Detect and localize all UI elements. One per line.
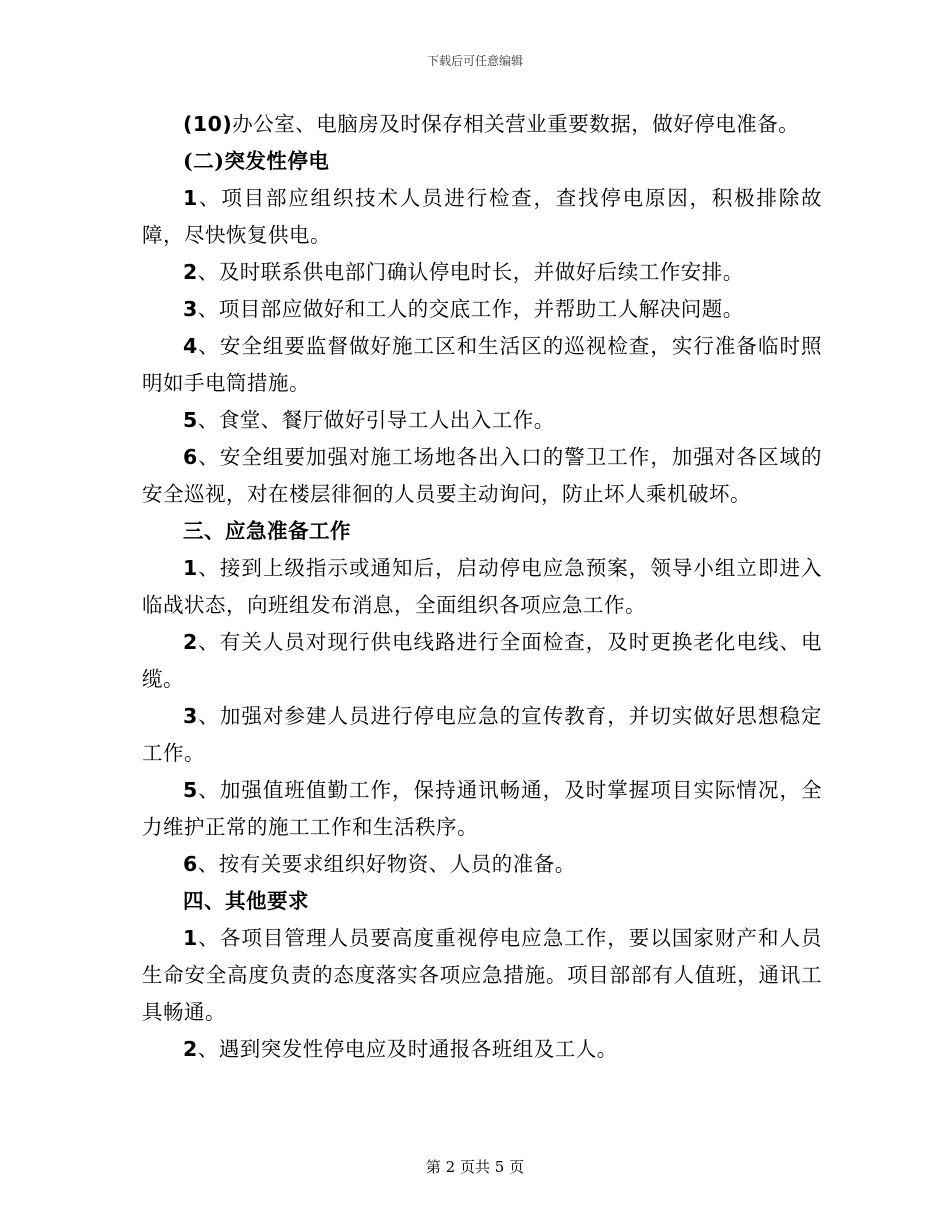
paragraph-text: 、接到上级指示或通知后，启动停电应急预案，领导小组立即进入临战状态，向班组发布消息，全面组织各项应急工作。: [142, 556, 822, 617]
item-number: 5: [183, 778, 198, 802]
section-heading-emergency-prep: 三、应急准备工作: [183, 519, 351, 543]
paragraph-text: 、有关人员对现行供电线路进行全面检查，及时更换老化电线、电缆。: [142, 630, 822, 691]
paragraph-text: 办公室、电脑房及时保存相关营业重要数据，做好停电准备。: [232, 112, 800, 136]
paragraph-sudden-3: [142, 291, 822, 328]
item-number: 2: [183, 260, 198, 284]
paragraph-sudden-6: [142, 439, 822, 513]
item-number: 1: [183, 556, 198, 580]
item-number: 6: [183, 852, 198, 876]
paragraph-text: 、加强值班值勤工作，保持通讯畅通，及时掌握项目实际情况，全力维护正常的施工工作和生活秩序。: [142, 778, 822, 839]
item-number: 1: [183, 926, 198, 950]
paragraph-text: 、加强对参建人员进行停电应急的宣传教育，并切实做好思想稳定工作。: [142, 704, 822, 765]
item-number: 5: [183, 408, 198, 432]
item-number: 6: [183, 445, 198, 469]
section-heading-other-requirements: 四、其他要求: [183, 889, 309, 913]
document-body: [142, 106, 822, 1068]
paragraph-text: 、按有关要求组织好物资、人员的准备。: [197, 852, 576, 876]
paragraph-prep-1: [142, 550, 822, 624]
paragraph-text: 、安全组要加强对施工场地各出入口的警卫工作，加强对各区域的安全巡视，对在楼层徘徊的人员要主动询问，防止坏人乘机破坏。: [142, 445, 822, 506]
paragraph-text: 、各项目管理人员要高度重视停电应急工作，要以国家财产和人员生命安全高度负责的态度落实各项应急措施。项目部部有人值班，通讯工具畅通。: [142, 926, 822, 1024]
section-heading-sudden-outage: (二)突发性停电: [183, 149, 330, 173]
paragraph-10: [142, 106, 822, 143]
paragraph-text: 、及时联系供电部门确认停电时长，并做好后续工作安排。: [197, 260, 744, 284]
item-number: 4: [183, 334, 198, 358]
item-number: 1: [183, 186, 198, 210]
item-number: 2: [183, 1037, 198, 1061]
paragraph-other-2: [142, 1031, 822, 1068]
paragraph-prep-5: [142, 772, 822, 846]
page-number-footer: 第 2 页共 5 页: [425, 1158, 525, 1176]
paragraph-sudden-4: [142, 328, 822, 402]
item-number: 3: [183, 297, 198, 321]
item-number: (10): [183, 112, 233, 136]
paragraph-sudden-5: [142, 402, 822, 439]
item-number: 2: [183, 630, 198, 654]
paragraph-text: 、项目部应组织技术人员进行检查，查找停电原因，积极排除故障，尽快恢复供电。: [142, 186, 822, 247]
paragraph-text: 、食堂、餐厅做好引导工人出入工作。: [197, 408, 555, 432]
paragraph-other-1: [142, 920, 822, 1031]
paragraph-text: 、项目部应做好和工人的交底工作，并帮助工人解决问题。: [197, 297, 744, 321]
header-note: 下载后可任意编辑: [426, 54, 523, 68]
item-number: 3: [183, 704, 198, 728]
paragraph-prep-6: [142, 846, 822, 883]
paragraph-sudden-2: [142, 254, 822, 291]
paragraph-prep-3: [142, 698, 822, 772]
paragraph-text: 、遇到突发性停电应及时通报各班组及工人。: [197, 1037, 618, 1061]
paragraph-text: 、安全组要监督做好施工区和生活区的巡视检查，实行准备临时照明如手电筒措施。: [142, 334, 822, 395]
paragraph-sudden-1: [142, 180, 822, 254]
paragraph-prep-2: [142, 624, 822, 698]
